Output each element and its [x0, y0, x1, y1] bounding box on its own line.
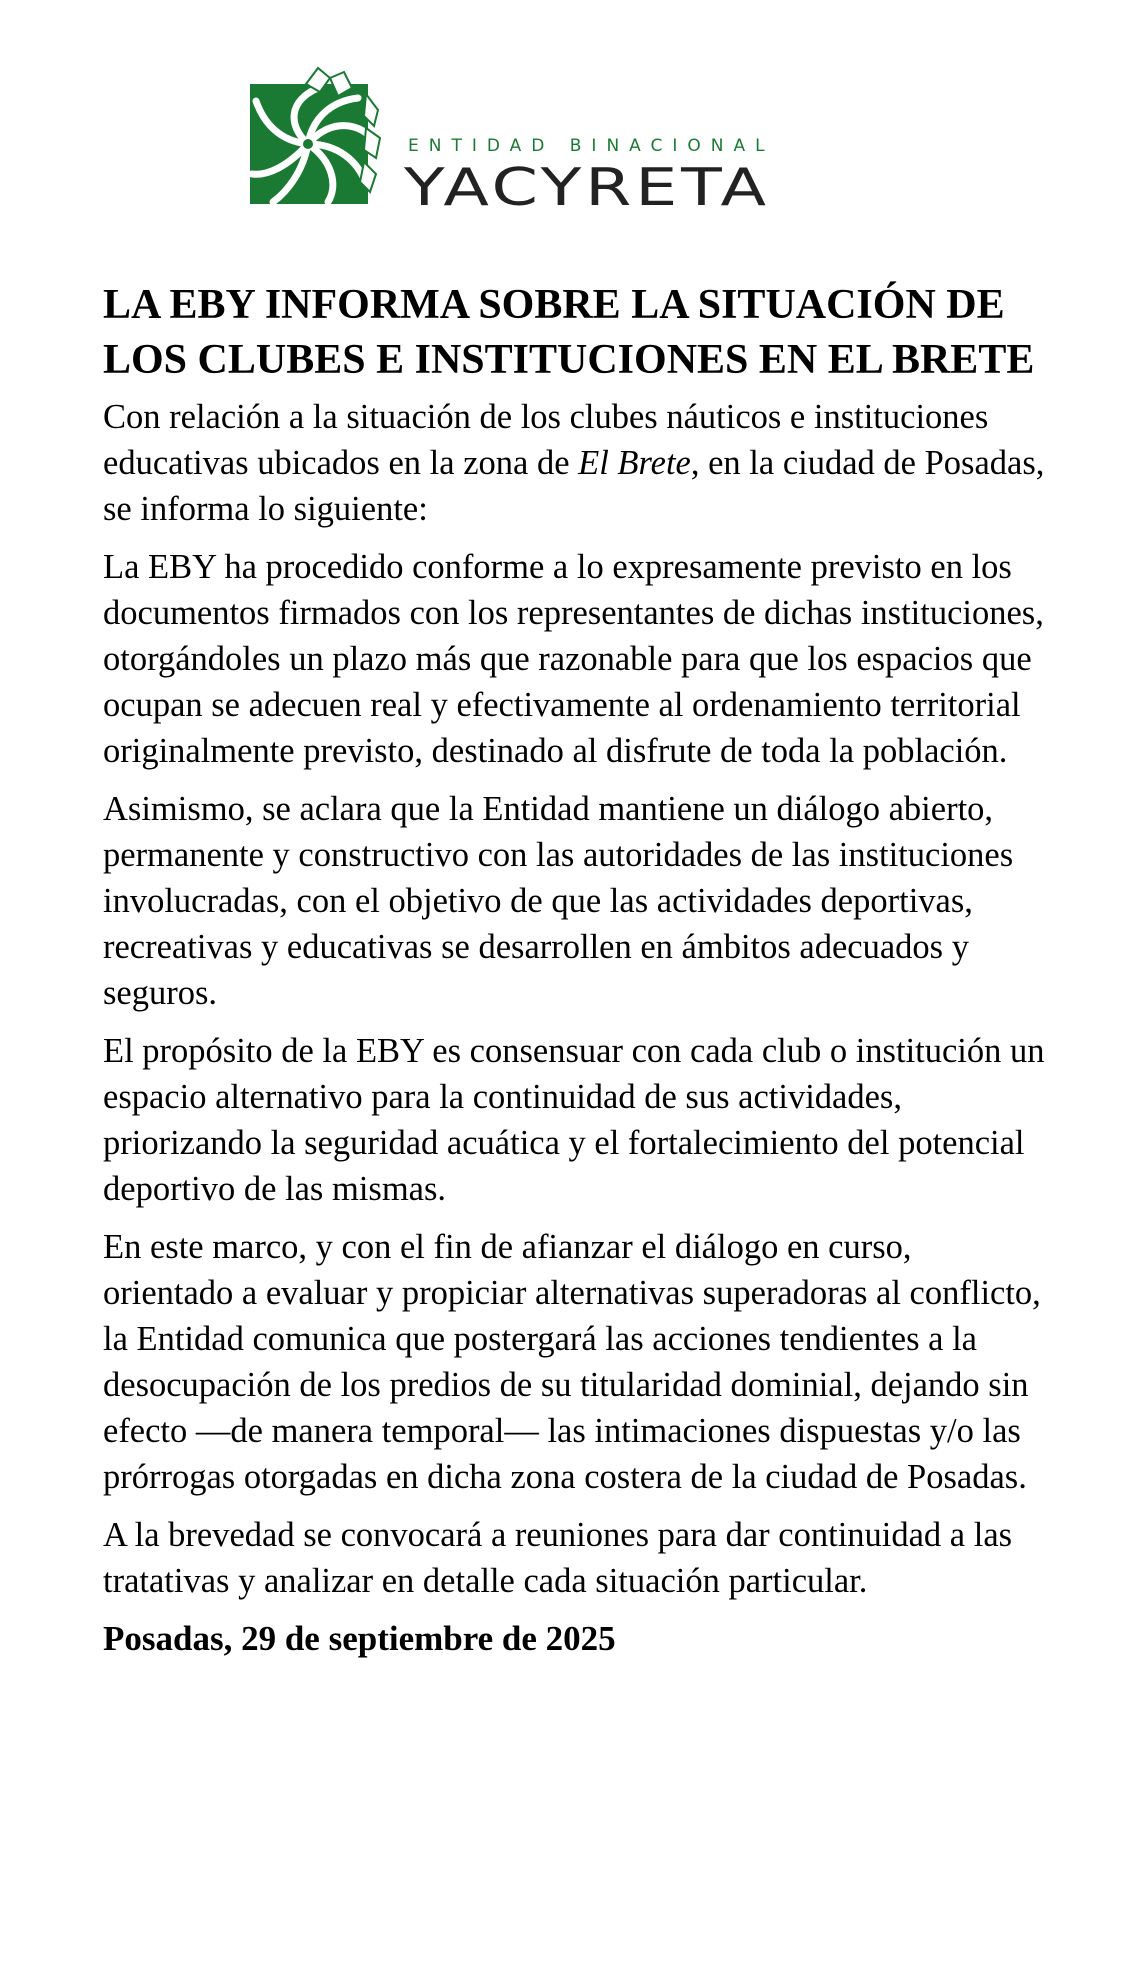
date-line: Posadas, 29 de septiembre de 2025 [103, 1619, 616, 1658]
intro-text-italic: El Brete [578, 444, 691, 482]
paragraph: El propósito de la EBY es consensuar con cada club o institución un espacio alternativo para la continuidad de sus actividades, priorizando la seguridad acuática y el fortalecimiento del potencial deportivo de las mismas. [103, 1032, 1045, 1208]
spiral-logo-icon [248, 66, 384, 206]
logo-name: YACYRETA [404, 158, 770, 218]
yacyreta-logo [248, 66, 898, 218]
intro-text-before: Con relación a la situación de los clubes náuticos e instituciones educativas ubicados en la zona de [103, 398, 989, 482]
page-title: LA EBY INFORMA SOBRE LA SITUACIÓN DE LOS CLUBES E INSTITUCIONES EN EL BRETE [103, 282, 1035, 383]
logo-subtitle: ENTIDAD BINACIONAL [408, 136, 775, 156]
press-release-body [103, 278, 1048, 1662]
intro-text-after: , en la ciudad de Posadas, se informa lo siguiente: [103, 444, 1045, 528]
paragraph: La EBY ha procedido conforme a lo expresamente previsto en los documentos firmados con los representantes de dichas instituciones, otorgándoles un plazo más que razonable para que los espacios que ocupan se adecuen real y efectivamente al ordenamiento territorial originalmente previsto, destinado al disfrute de toda la población. [103, 548, 1044, 770]
intro-paragraph [103, 394, 1048, 532]
paragraph: Asimismo, se aclara que la Entidad mantiene un diálogo abierto, permanente y constructivo con las autoridades de las instituciones involucradas, con el objetivo de que las actividades deportivas, recreativas y educativas se desarrollen en ámbitos adecuados y seguros. [103, 790, 1014, 1012]
paragraph: A la brevedad se convocará a reuniones para dar continuidad a las tratativas y analizar en detalle cada situación particular. [103, 1516, 1013, 1600]
paragraph: En este marco, y con el fin de afianzar el diálogo en curso, orientado a evaluar y propiciar alternativas superadoras al conflicto, la Entidad comunica que postergará las acciones tendientes a la desocupación de los predios de su titularidad dominial, dejando sin efecto —de manera temporal— las intimaciones dispuestas y/o las prórrogas otorgadas en dicha zona costera de la ciudad de Posadas. [103, 1228, 1041, 1496]
